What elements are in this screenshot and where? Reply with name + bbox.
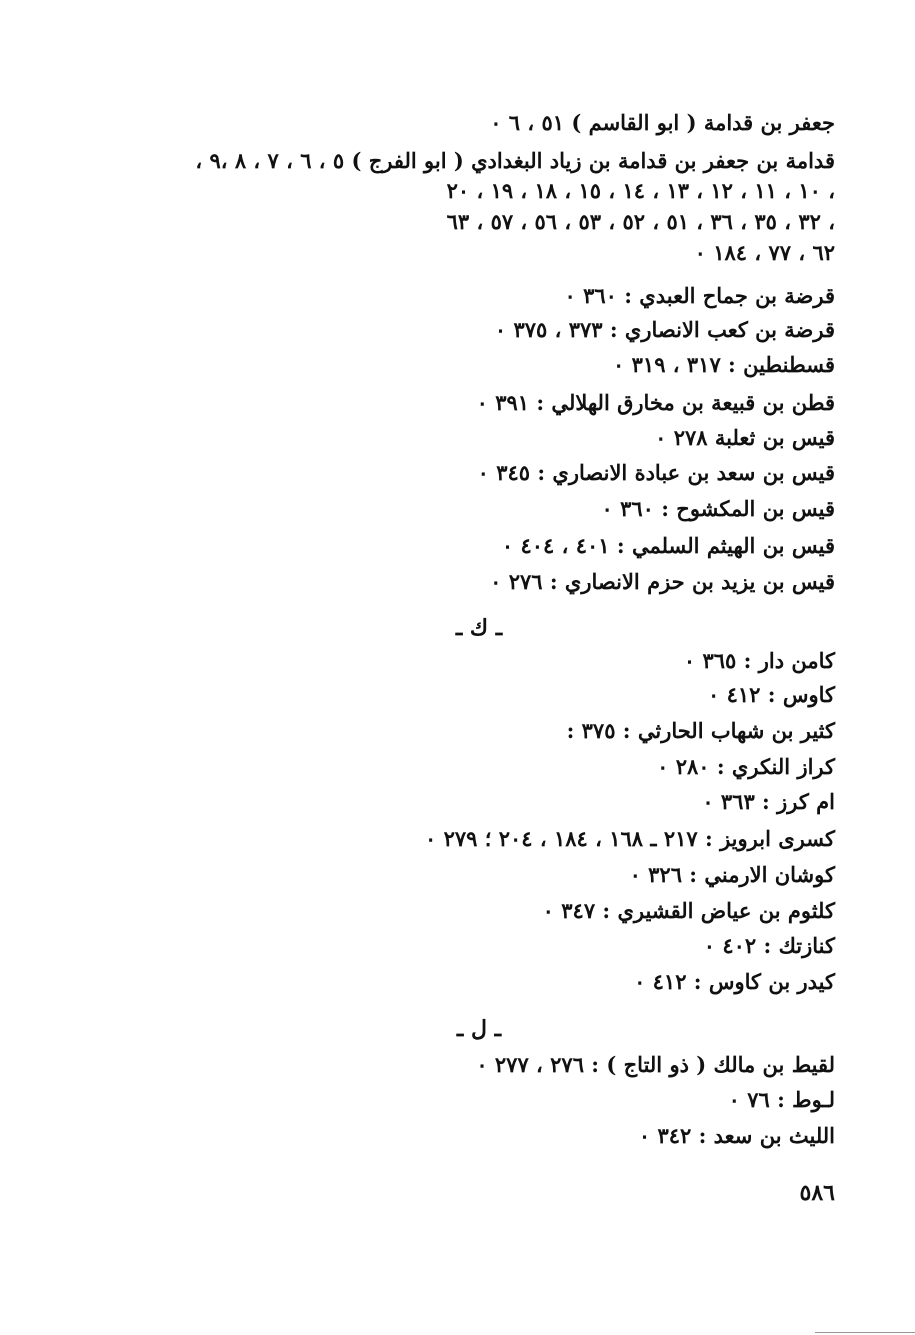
index-entry: كلثوم بن عياض القشيري : ٣٤٧ ٠ bbox=[542, 898, 835, 923]
index-entry: قطن بن قبيعة بن مخارق الهلالي : ٣٩١ ٠ bbox=[476, 390, 835, 415]
index-entry: كثير بن شهاب الحارثي : ٣٧٥ : bbox=[566, 718, 835, 743]
index-entry: كراز النكري : ٢٨٠ ٠ bbox=[657, 754, 835, 779]
index-entry: لقيط بن مالك ( ذو التاج ) : ٢٧٦ ، ٢٧٧ ٠ bbox=[476, 1052, 835, 1077]
index-entry: جعفر بن قدامة ( ابو القاسم ) ٥١ ، ٦ ٠ bbox=[490, 110, 835, 135]
index-entry: كاوس : ٤١٢ ٠ bbox=[708, 682, 835, 707]
index-entry: لـوط : ٧٦ ٠ bbox=[728, 1087, 835, 1112]
index-entry: ام كرز : ٣٦٣ ٠ bbox=[702, 789, 835, 814]
page-number: ٥٨٦ bbox=[799, 1180, 835, 1206]
index-entry: كامن دار : ٣٦٥ ٠ bbox=[683, 648, 835, 673]
index-entry: كيدر بن كاوس : ٤١٢ ٠ bbox=[634, 969, 835, 994]
index-entry: قرضة بن كعب الانصاري : ٣٧٣ ، ٣٧٥ ٠ bbox=[494, 317, 835, 342]
index-entry: قيس بن ثعلبة ٢٧٨ ٠ bbox=[655, 425, 835, 450]
index-entry: كنازتك : ٤٠٢ ٠ bbox=[703, 933, 835, 958]
index-entry-continuation: ٣٢ ، ٣٥ ، ٣٦ ، ٥١ ، ٥٢ ، ٥٣ ، ٥٦ ، ٥٧ ، ٦٣ ، bbox=[446, 209, 835, 234]
index-entry: قسطنطين : ٣١٧ ، ٣١٩ ٠ bbox=[613, 352, 835, 377]
section-heading-lam: ـ ل ـ bbox=[456, 1016, 502, 1042]
index-entry: كسرى ابرويز : ٢١٧ ـ ١٦٨ ، ١٨٤ ، ٢٠٤ ؛ ٢٧٩ ٠ bbox=[425, 826, 835, 851]
index-entry: قدامة بن جعفر بن قدامة بن زياد البغدادي ( ابو الفرج ) ٥ ، ٦ ، ٧ ، ٨ ،٩ ، bbox=[195, 148, 835, 173]
index-entry: قيس بن سعد بن عبادة الانصاري : ٣٤٥ ٠ bbox=[477, 460, 835, 485]
index-entry: قيس بن الهيثم السلمي : ٤٠١ ، ٤٠٤ ٠ bbox=[501, 533, 835, 558]
index-entry-continuation: ٦٢ ، ٧٧ ، ١٨٤ ٠ bbox=[694, 240, 835, 265]
index-entry: كوشان الارمني : ٣٢٦ ٠ bbox=[629, 862, 835, 887]
section-heading-kaf: ـ ك ـ bbox=[455, 615, 503, 641]
index-entry-continuation: ١٠ ، ١١ ، ١٢ ، ١٣ ، ١٤ ، ١٥ ، ١٨ ، ١٩ ، ٢٠ ، bbox=[446, 178, 835, 203]
index-entry: الليث بن سعد : ٣٤٢ ٠ bbox=[638, 1123, 835, 1148]
index-entry: قيس بن يزيد بن حزم الانصاري : ٢٧٦ ٠ bbox=[490, 569, 835, 594]
index-entry: قيس بن المكشوح : ٣٦٠ ٠ bbox=[601, 496, 835, 521]
scan-edge-line bbox=[815, 1332, 915, 1333]
index-entry: قرضة بن جماح العبدي : ٣٦٠ ٠ bbox=[564, 283, 835, 308]
